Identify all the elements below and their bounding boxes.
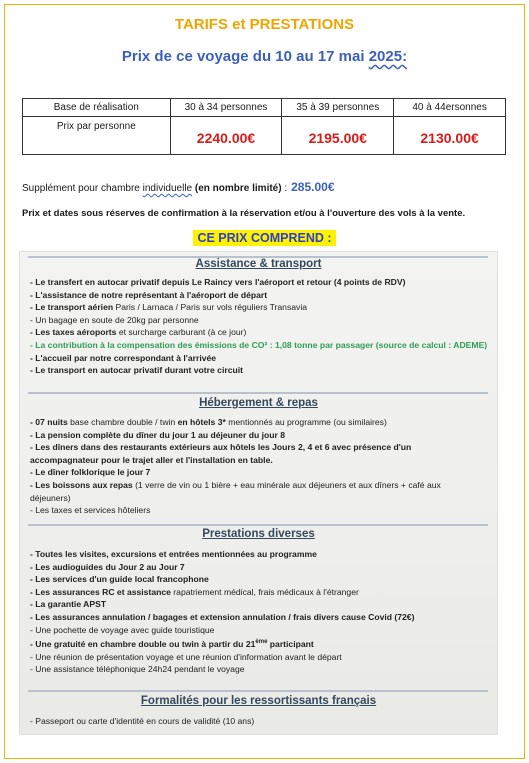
list-item: - Les assurances RC et assistance rapatriement médical, frais médicaux à l'étranger [30, 586, 359, 597]
supplement-prefix: Supplément pour chambre [22, 183, 143, 194]
supplement-limited: (en nombre limité) [192, 183, 282, 194]
supplement-suffix: : [281, 183, 288, 194]
supplement-wavy: individuelle [142, 183, 193, 194]
comprend-heading [0, 229, 529, 247]
price-table-header-row [23, 99, 506, 117]
list-item: - Les assurances annulation / bagages et extension annulation / frais divers cause Covid (72€) [30, 611, 415, 622]
header-cell: 40 à 44ersonnes [394, 99, 506, 117]
list-item: - La pension complète du dîner du jour 1 au déjeuner du jour 8 [30, 429, 285, 440]
price-cell: 2130.00€ [394, 117, 506, 155]
list-item: - Une pochette de voyage avec guide touristique [30, 624, 215, 635]
subtitle-text: Prix de ce voyage du 10 au 17 mai [121, 48, 369, 65]
section-title-assistance: Assistance & transport [195, 258, 322, 270]
section-title-prestations: Prestations diverses [202, 528, 315, 540]
list-item: - Passeport ou carte d'identité en cours de validité (10 ans) [30, 716, 255, 726]
list-item: - Un bagage en soute de 20kg par personne [30, 314, 199, 325]
comprend-label: CE PRIX COMPREND : [193, 230, 335, 246]
list-item: - Le transport aérien Paris / Larnaca / Paris sur vols réguliers Transavia [30, 302, 308, 313]
list-item: - Une réunion de présentation voyage et une réunion d'information avant le départ [30, 651, 342, 662]
section-divider [28, 690, 488, 692]
supplement-line [22, 180, 335, 194]
section-title-formalites: Formalités pour les ressortissants français [140, 695, 377, 707]
price-table [22, 98, 506, 155]
subtitle-year: 2025: [368, 48, 408, 65]
price-table-price-row [23, 117, 506, 155]
section-title-hebergement: Hébergement & repas [199, 397, 318, 409]
list-item: - L'accueil par notre correspondant à l'arrivée [30, 352, 217, 363]
supplement-value: 285.00€ [291, 180, 335, 194]
list-item: déjeuners) [30, 492, 71, 503]
header-cell: 30 à 34 personnes [170, 99, 282, 117]
included-list-scan [20, 252, 497, 734]
hebergement-list [30, 416, 490, 517]
price-cell: 2240.00€ [170, 117, 282, 155]
list-item: - La garantie APST [30, 599, 107, 610]
list-item: - 07 nuits base chambre double / twin en hôtels 3* mentionnés au programme (ou similaires) [30, 417, 387, 427]
list-item: - La contribution à la compensation des émissions de CO² : 1,08 tonne par passager (source de calcul : ADEME) [30, 339, 488, 350]
conditions-text: Prix et dates sous réserves de confirmation à la réservation et/ou à l'ouverture des vols à la vente. [22, 208, 466, 219]
list-item: - L'assistance de notre représentant à l'aéroport de départ [30, 289, 268, 300]
price-cell: 2195.00€ [282, 117, 394, 155]
page-subtitle [0, 48, 529, 65]
assistance-list [30, 276, 490, 377]
list-item: - Le transport en autocar privatif durant votre circuit [30, 365, 243, 376]
list-item: - Une gratuité en chambre double ou twin à partir du 21ème participant [30, 639, 314, 650]
header-cell: Base de réalisation [23, 99, 171, 117]
prestations-list [30, 548, 490, 676]
list-item: - Les dîners dans des restaurants extérieurs aux hôtels les Jours 2, 4 et 6 avec présence d'un [30, 442, 412, 453]
list-item: - Les taxes aéroports et surcharge carburant (à ce jour) [30, 327, 247, 338]
list-item: - Toutes les visites, excursions et entrées mentionnées au programme [30, 549, 317, 559]
list-item: - Les boissons aux repas (1 verre de vin ou 1 bière + eau minérale aux déjeuners et aux dîners + café aux [30, 479, 441, 490]
list-item: - Une assistance téléphonique 24h24 pendant le voyage [30, 664, 245, 675]
list-item: - Les taxes et services hôteliers [30, 505, 151, 516]
list-item: - Les services d'un guide local francophone [30, 574, 209, 585]
row-label: Prix par personne [23, 117, 171, 155]
section-divider [28, 392, 488, 394]
formalites-list [30, 715, 490, 728]
list-item: - Les audioguides du Jour 2 au Jour 7 [30, 561, 185, 572]
header-cell: 35 à 39 personnes [282, 99, 394, 117]
section-divider [28, 524, 488, 526]
list-item: - Le dîner folklorique le jour 7 [30, 467, 151, 478]
list-item: accompagnateur pour le trajet aller et l'installation en table. [30, 454, 273, 465]
list-item: - Le transfert en autocar privatif depuis Le Raincy vers l'aéroport et retour (4 points de RDV) [30, 277, 406, 287]
page-title: TARIFS et PRESTATIONS [174, 16, 355, 33]
